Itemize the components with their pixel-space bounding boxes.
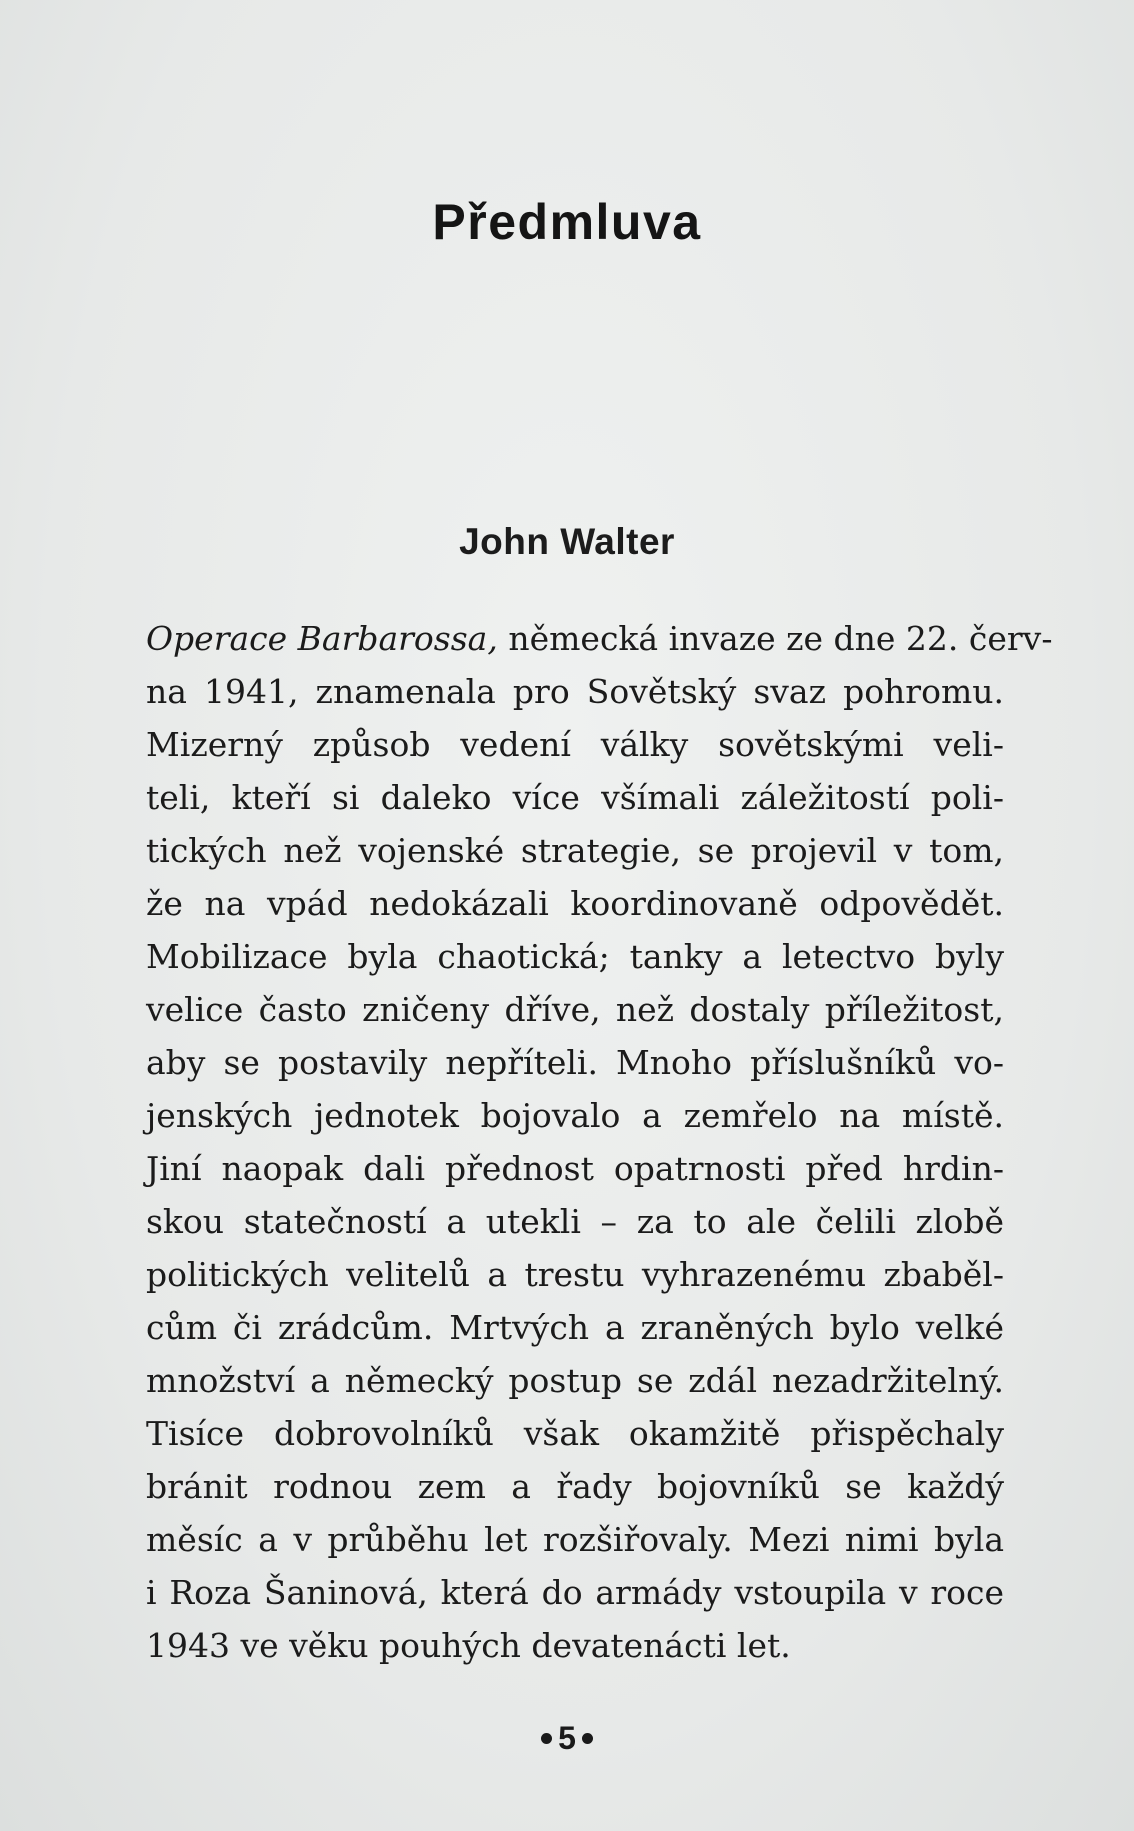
text-line: skou statečností a utekli – za to ale čelili zlobě — [146, 1202, 1004, 1241]
text-line: jenských jednotek bojovalo a zemřelo na místě. — [146, 1096, 1004, 1135]
italic-operation-name: Operace Barbarossa, — [146, 619, 498, 658]
bullet-dot-icon — [582, 1733, 593, 1744]
page-title: Předmluva — [432, 194, 702, 250]
text-line: Jiní naopak dali přednost opatrnosti před hrdin- — [146, 1149, 1004, 1188]
text-line-1 — [146, 612, 1053, 665]
text-line: aby se postavily nepříteli. Mnoho příslušníků vo- — [146, 1043, 1004, 1082]
bullet-dot-icon — [541, 1733, 552, 1744]
text-line: teli, kteří si daleko více všímali záležitostí poli- — [146, 778, 1004, 817]
text-line: politických velitelů a trestu vyhrazenému zbaběl- — [146, 1255, 1004, 1294]
text-line: Mobilizace byla chaotická; tanky a letectvo byly — [146, 937, 1004, 976]
text-line: cům či zrádcům. Mrtvých a zraněných bylo velké — [146, 1308, 1004, 1347]
text-line-last: 1943 ve věku pouhých devatenácti let. — [146, 1626, 791, 1665]
text-line: Mizerný způsob vedení války sovětskými veli- — [146, 725, 1004, 764]
text-line: velice často zničeny dříve, než dostaly příležitost, — [146, 990, 1004, 1029]
text-line: množství a německý postup se zdál nezadržitelný. — [146, 1361, 1004, 1400]
body-paragraph — [146, 612, 1053, 1672]
page-number: 5 — [558, 1720, 576, 1756]
text-line: Tisíce dobrovolníků však okamžitě přispěchaly — [146, 1414, 1004, 1453]
text-line: tických než vojenské strategie, se projevil v tom, — [146, 831, 1004, 870]
text-line: na 1941, znamenala pro Sovětský svaz pohromu. — [146, 672, 1004, 711]
text-line: bránit rodnou zem a řady bojovníků se každý — [146, 1467, 1004, 1506]
first-line-rest: německá invaze ze dne 22. červ- — [497, 619, 1053, 658]
text-line: i Roza Šaninová, která do armády vstoupila v roce — [146, 1573, 1004, 1612]
page-number-footer — [0, 1720, 1134, 1757]
text-line: měsíc a v průběhu let rozšiřovaly. Mezi nimi byla — [146, 1520, 1004, 1559]
text-line: že na vpád nedokázali koordinovaně odpovědět. — [146, 884, 1004, 923]
author-name: John Walter — [459, 521, 675, 562]
